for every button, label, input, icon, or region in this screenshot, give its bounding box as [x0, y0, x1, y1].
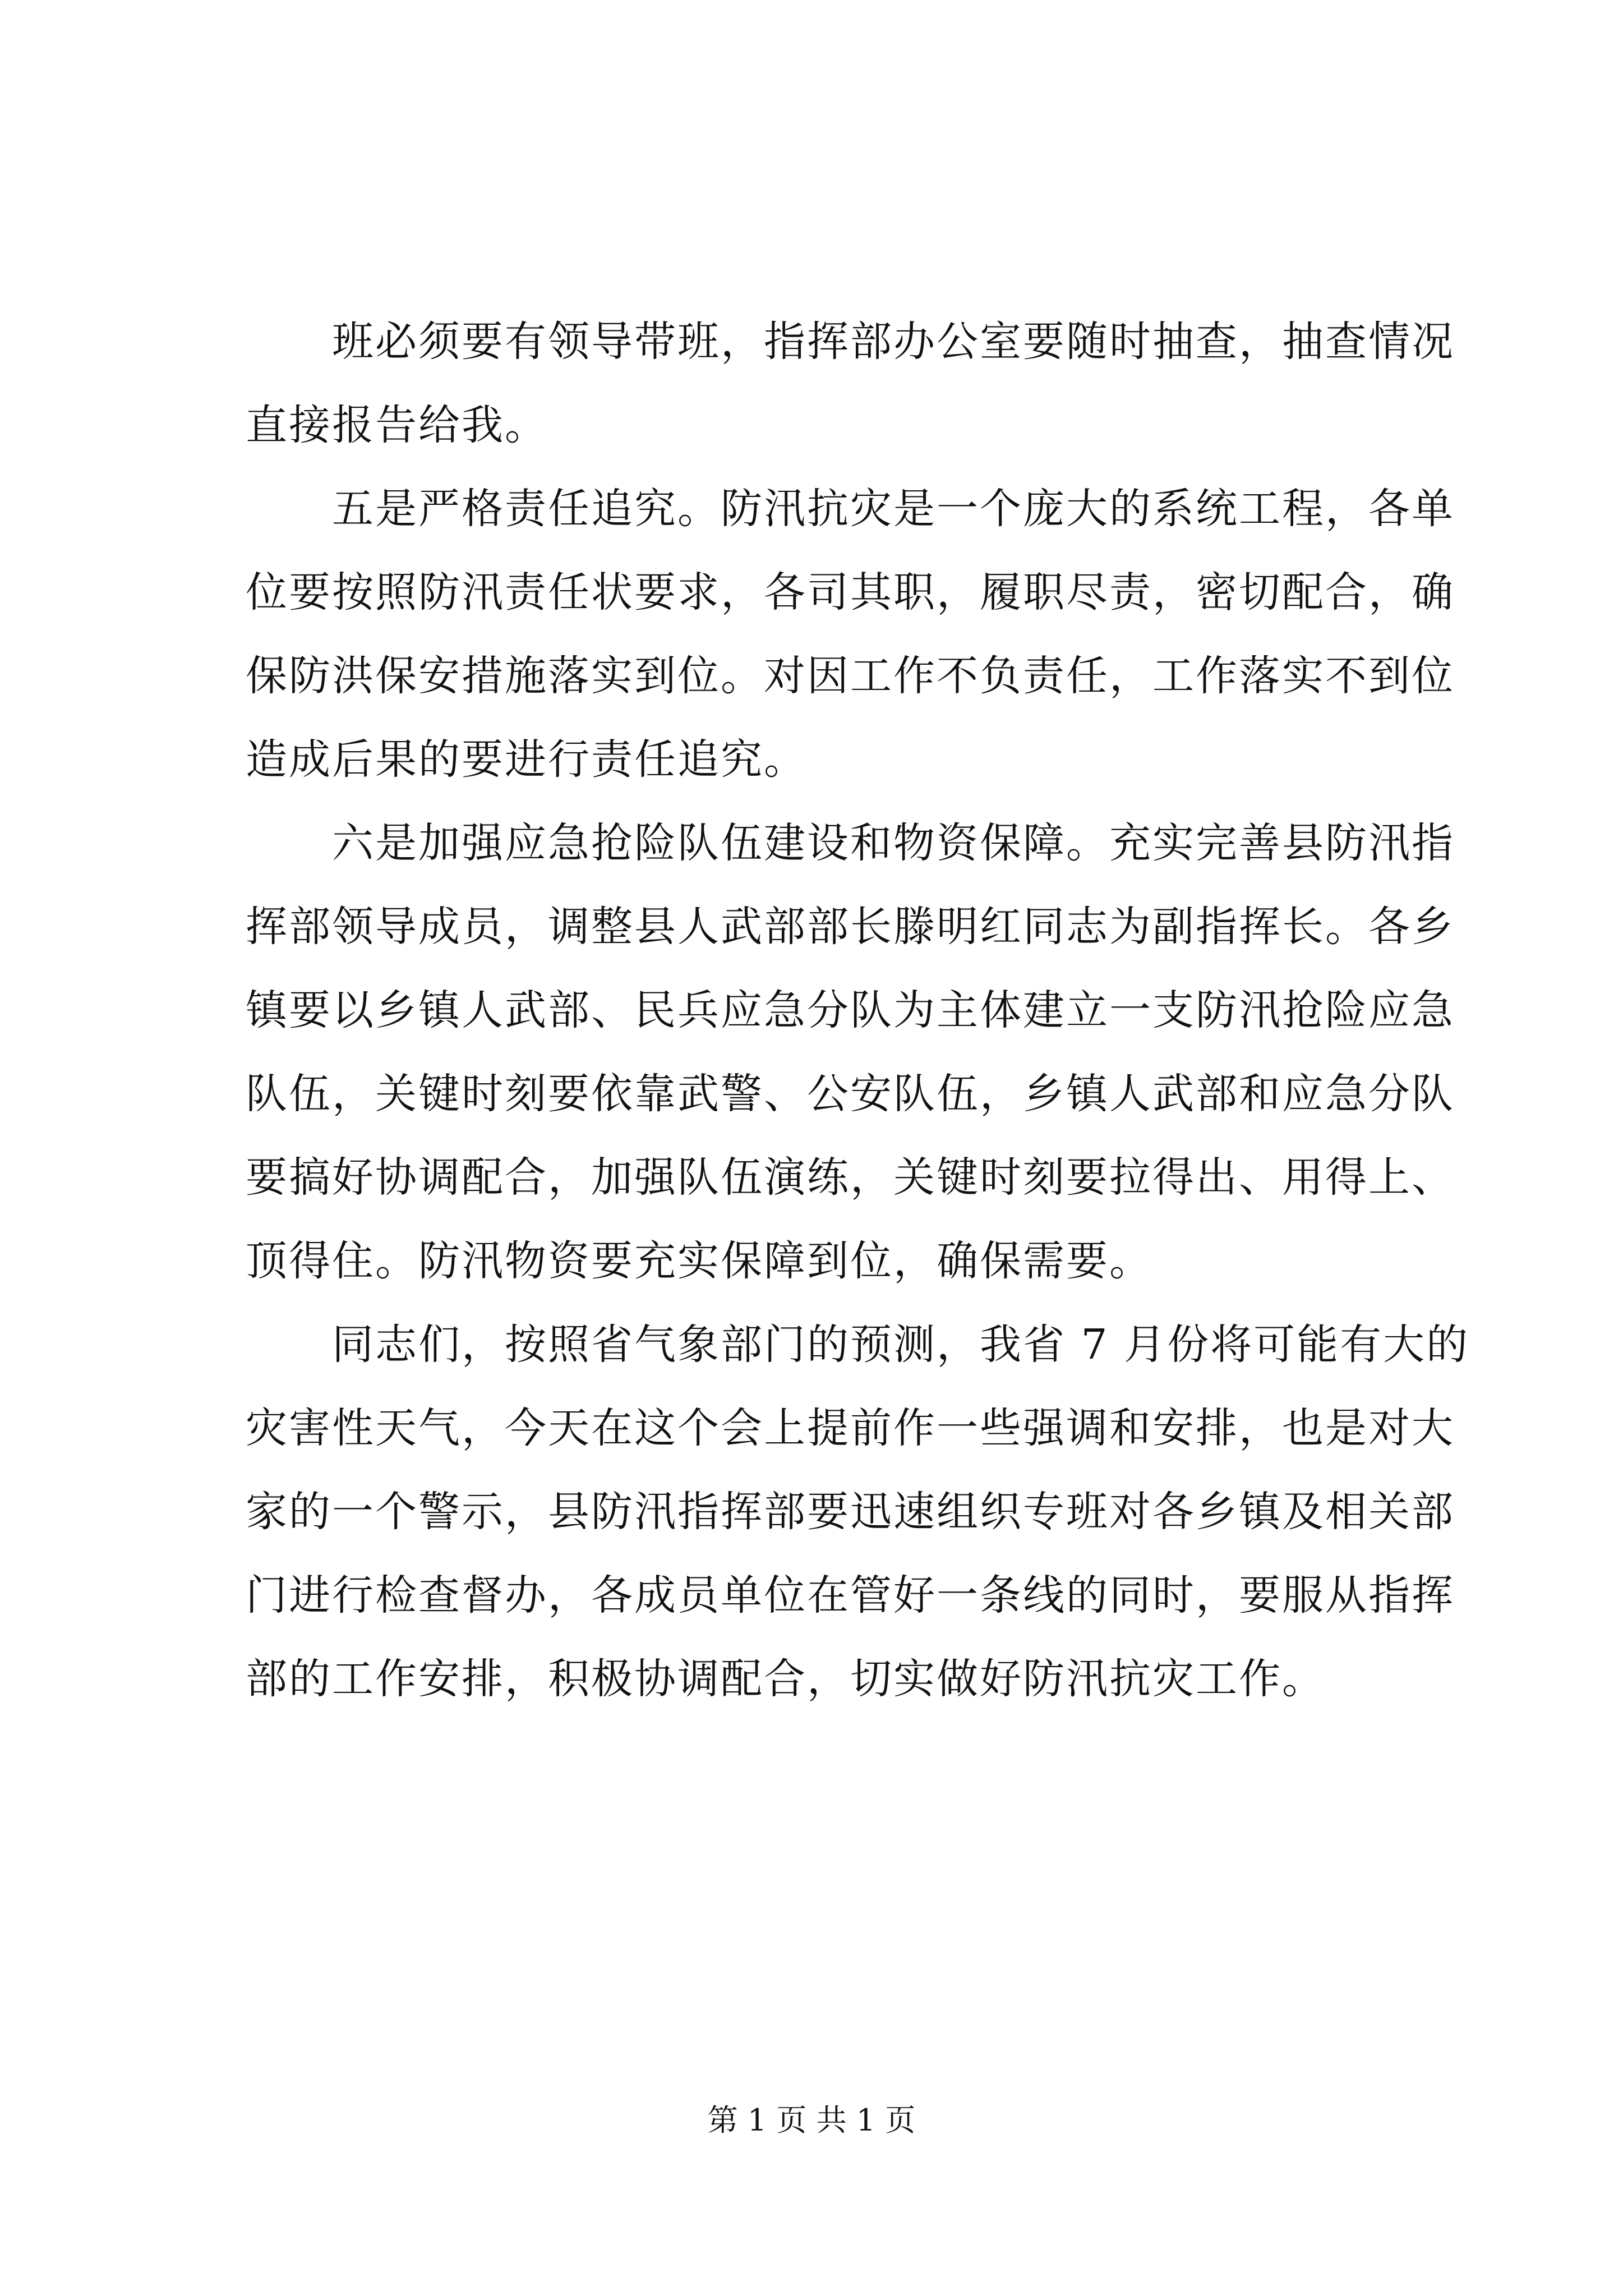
body-line: 部的工作安排，积极协调配合，切实做好防汛抗灾工作。 [246, 1655, 1325, 1703]
body-line: 保防洪保安措施落实到位。对因工作不负责任，工作落实不到位 [246, 652, 1455, 700]
body-line: 直接报告给我。 [246, 401, 548, 449]
body-line: 六是加强应急抢险队伍建设和物资保障。充实完善县防汛指 [246, 819, 1455, 867]
body-line: 家的一个警示，县防汛指挥部要迅速组织专班对各乡镇及相关部 [246, 1488, 1455, 1536]
body-line: 五是严格责任追究。防汛抗灾是一个庞大的系统工程，各单 [246, 485, 1455, 533]
body-line: 造成后果的要进行责任追究。 [246, 735, 807, 784]
body-line: 顶得住。防汛物资要充实保障到位，确保需要。 [246, 1237, 1152, 1285]
body-line: 队伍，关键时刻要依靠武警、公安队伍，乡镇人武部和应急分队 [246, 1070, 1455, 1118]
document-body [246, 300, 1470, 1721]
body-line: 挥部领导成员，调整县人武部部长滕明红同志为副指挥长。各乡 [246, 903, 1455, 951]
body-line: 班必须要有领导带班，指挥部办公室要随时抽查，抽查情况 [246, 318, 1455, 366]
body-line: 灾害性天气，今天在这个会上提前作一些强调和安排，也是对大 [246, 1404, 1455, 1452]
body-line: 要搞好协调配合，加强队伍演练，关键时刻要拉得出、用得上、 [246, 1153, 1455, 1202]
body-line: 同志们，按照省气象部门的预测，我省 7 月份将可能有大的 [246, 1320, 1470, 1369]
body-line: 镇要以乡镇人武部、民兵应急分队为主体建立一支防汛抢险应急 [246, 986, 1455, 1034]
body-line: 门进行检查督办，各成员单位在管好一条线的同时，要服从指挥 [246, 1571, 1455, 1619]
body-line: 位要按照防汛责任状要求，各司其职，履职尽责，密切配合，确 [246, 568, 1455, 616]
page-number-footer: 第 1 页 共 1 页 [707, 2102, 916, 2138]
